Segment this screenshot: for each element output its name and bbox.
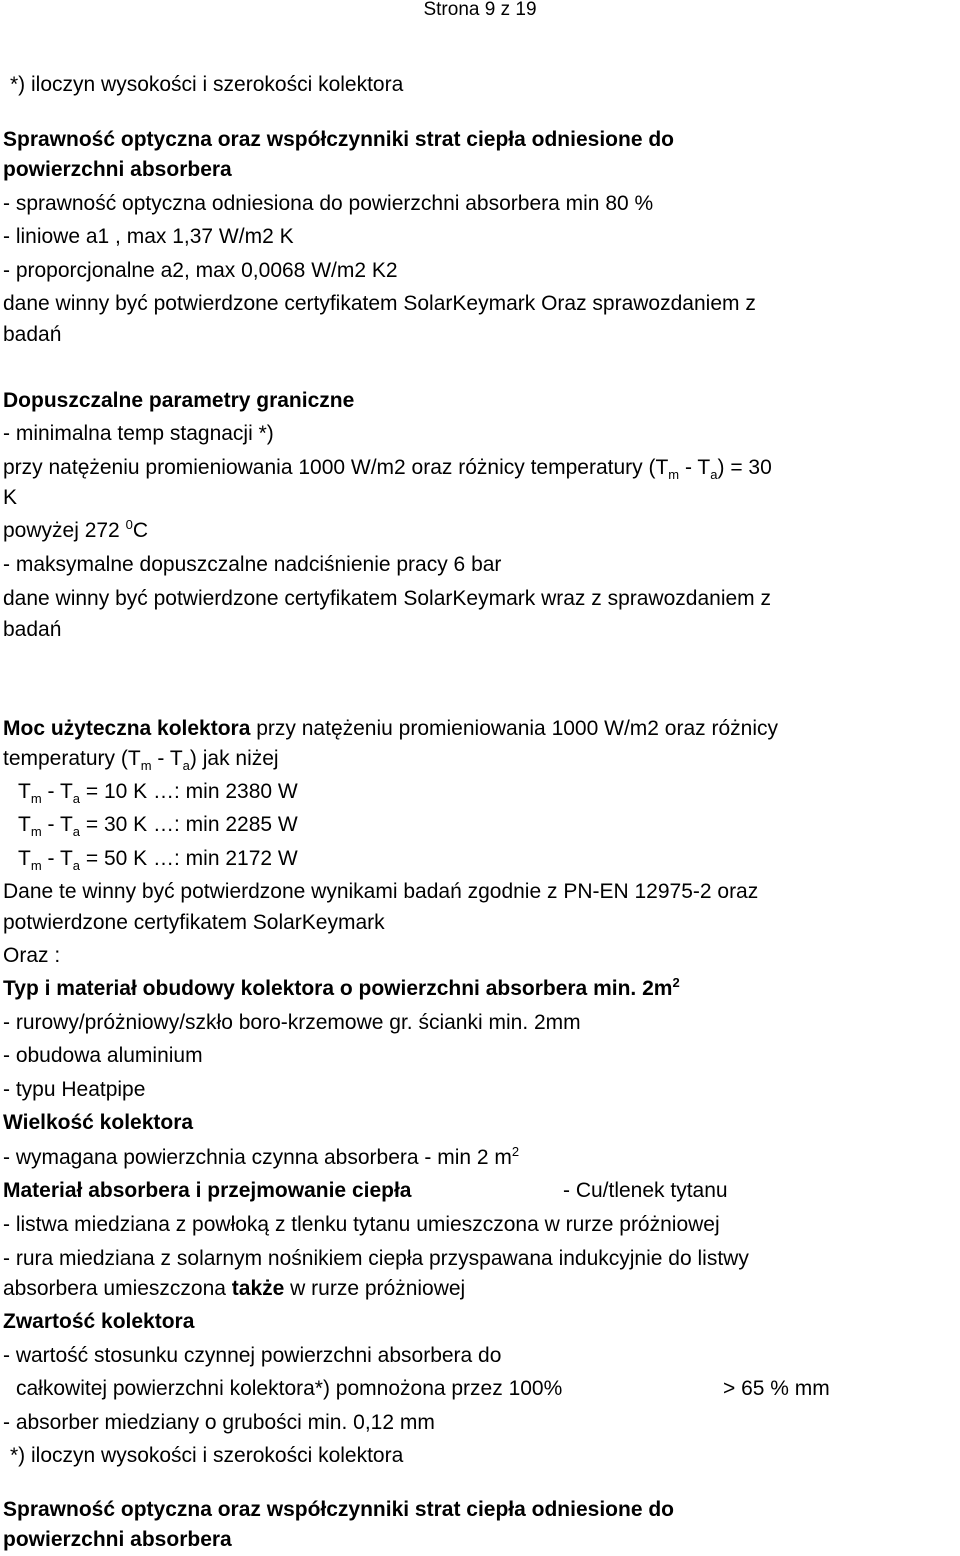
text-line: Oraz : bbox=[3, 944, 61, 967]
section-heading: Wielkość kolektora bbox=[3, 1111, 194, 1134]
text-line: - Cu/tlenek tytanu bbox=[563, 1179, 728, 1202]
text-line: - wartość stosunku czynnej powierzchni absorbera do bbox=[3, 1344, 502, 1367]
text-line: badań bbox=[3, 618, 62, 641]
text-line: badań bbox=[3, 323, 62, 346]
total-pages: 19 bbox=[515, 0, 537, 20]
text-line: - absorber miedziany o grubości min. 0,12 mm bbox=[3, 1411, 435, 1434]
page-separator: z bbox=[500, 0, 511, 20]
section-heading-cont: powierzchni absorbera bbox=[3, 1528, 232, 1551]
section-heading: Sprawność optyczna oraz współczynniki strat ciepła odniesione do bbox=[3, 1498, 674, 1521]
section-heading: Sprawność optyczna oraz współczynniki strat ciepła odniesione do bbox=[3, 128, 674, 151]
tm-row: $T_m - T_a = 30$ K …: min 2285 W bbox=[18, 813, 298, 840]
text-line: Moc użyteczna kolektora przy natężeniu promieniowania 1000 W/m2 oraz różnicy bbox=[3, 717, 778, 740]
text-line bbox=[3, 1178, 412, 1204]
text-line: - minimalna temp stagnacji *) bbox=[3, 422, 274, 445]
inline-heading: Moc użyteczna kolektora bbox=[3, 717, 251, 740]
footnote: *) iloczyn wysokości i szerokości kolektora bbox=[10, 73, 404, 96]
text-line: całkowitej powierzchni kolektora*) pomnożona przez 100% bbox=[16, 1377, 563, 1400]
footnote: *) iloczyn wysokości i szerokości kolektora bbox=[10, 1444, 404, 1467]
text-line: - obudowa aluminium bbox=[3, 1044, 203, 1067]
section-heading: Zwartość kolektora bbox=[3, 1310, 195, 1333]
text-line: - rurowy/próżniowy/szkło boro-krzemowe gr. ścianki min. 2mm bbox=[3, 1011, 581, 1034]
text-line: Dane te winny być potwierdzone wynikami badań zgodnie z PN-EN 12975-2 oraz bbox=[3, 880, 759, 903]
text-line: potwierdzone certyfikatem SolarKeymark bbox=[3, 911, 385, 934]
text-line: - proporcjonalne a2, max 0,0068 W/m2 K2 bbox=[3, 259, 398, 282]
text-line: - sprawność optyczna odniesiona do powierzchni absorbera min 80 % bbox=[3, 192, 654, 215]
text-line: absorbera umieszczona także w rurze próżniowej bbox=[3, 1277, 466, 1300]
text-line: - wymagana powierzchnia czynna absorbera - min 2 $m^2$ bbox=[3, 1144, 520, 1169]
text-line: - liniowe a1 , max 1,37 W/m2 K bbox=[3, 225, 294, 248]
text-line: - typu Heatpipe bbox=[3, 1078, 146, 1101]
text-line: powyżej 272 $^0$C bbox=[3, 517, 148, 542]
text-line: dane winny być potwierdzone certyfikatem SolarKeymark wraz z sprawozdaniem z bbox=[3, 587, 771, 610]
text-line: K bbox=[3, 486, 18, 509]
page-label: Strona bbox=[423, 0, 480, 20]
text-line: - maksymalne dopuszczalne nadciśnienie pracy 6 bar bbox=[3, 553, 502, 576]
tm-row: $T_m - T_a = 50$ K …: min 2172 W bbox=[18, 847, 298, 874]
text-line: > 65 % mm bbox=[723, 1377, 830, 1400]
text-line: dane winny być potwierdzone certyfikatem SolarKeymark Oraz sprawozdaniem z bbox=[3, 292, 756, 315]
section-heading: Dopuszczalne parametry graniczne bbox=[3, 389, 355, 412]
text-line: przy natężeniu promieniowania 1000 W/m2 oraz różnicy temperatury $(T_m - T_a) = 30$ bbox=[3, 456, 772, 483]
section-heading-cont: powierzchni absorbera bbox=[3, 158, 232, 181]
tm-row: $T_m - T_a = 10$ K …: min 2380 W bbox=[18, 780, 298, 807]
current-page-number: 9 bbox=[484, 0, 496, 20]
section-heading: Typ i materiał obudowy kolektora o powierzchni absorbera min. $2m^2$ bbox=[3, 975, 680, 1000]
text-line: - listwa miedziana z powłoką z tlenku tytanu umieszczona w rurze próżniowej bbox=[3, 1213, 720, 1236]
text-line: temperatury $(T_m - T_a)$ jak niżej bbox=[3, 747, 279, 774]
page-header bbox=[0, 0, 960, 22]
inline-heading: Materiał absorbera i przejmowanie ciepła bbox=[3, 1179, 412, 1202]
text-line: - rura miedziana z solarnym nośnikiem ciepła przyspawana indukcyjnie do listwy bbox=[3, 1247, 749, 1270]
